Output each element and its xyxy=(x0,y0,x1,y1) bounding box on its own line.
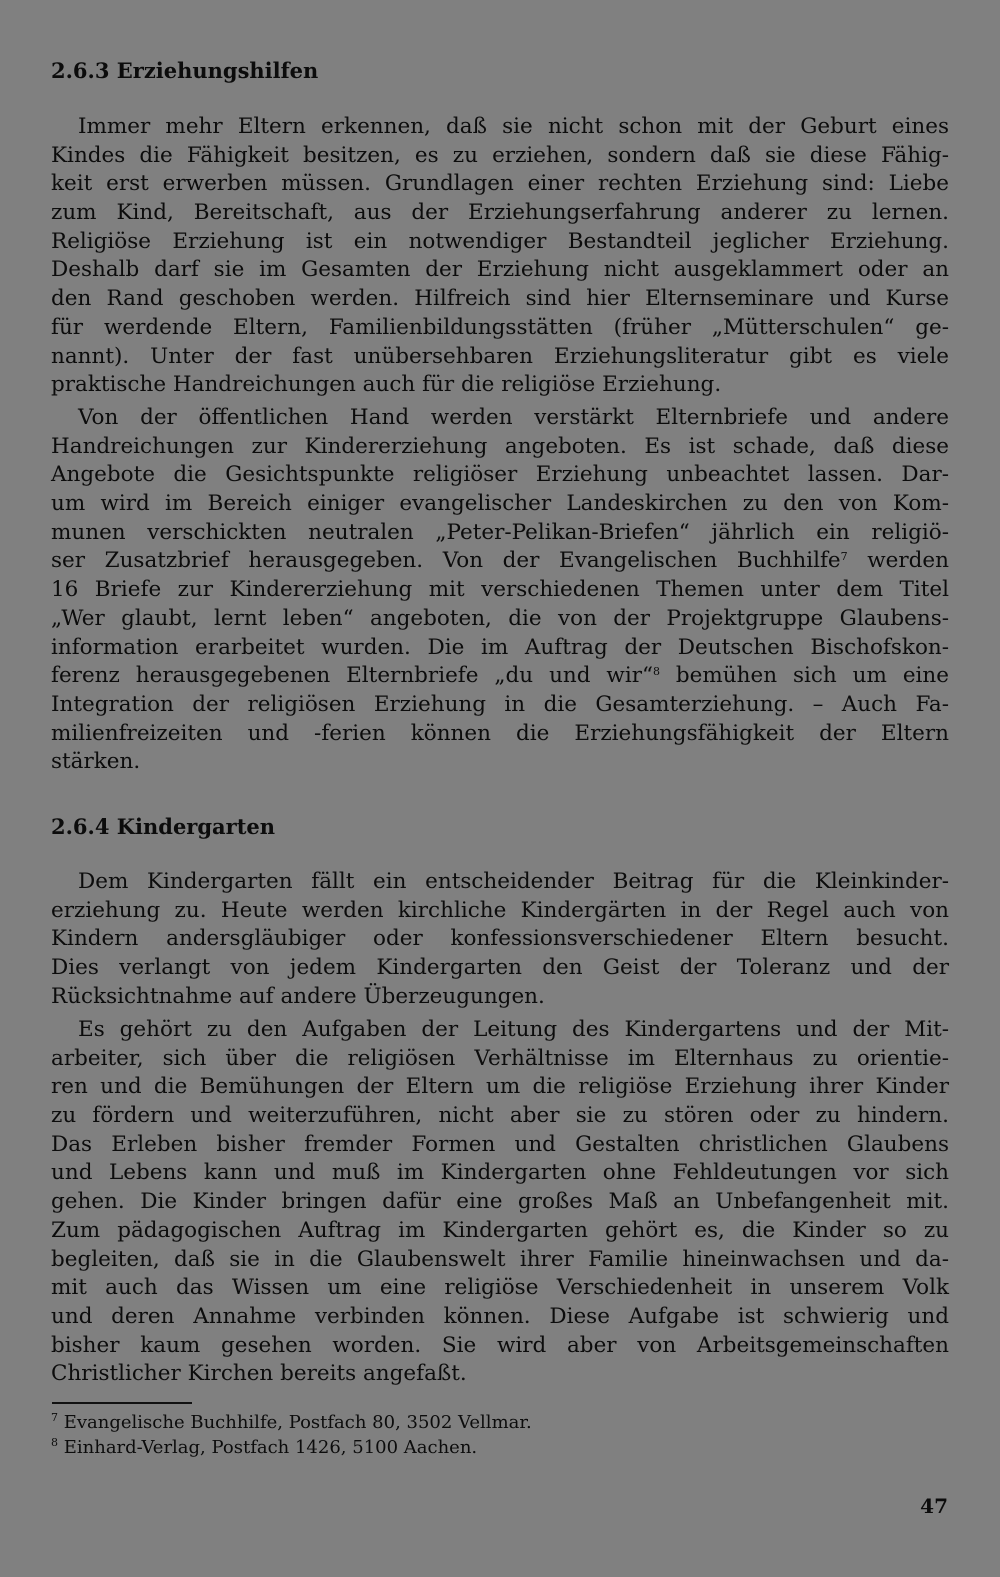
text-line: Deshalb darf sie im Gesamten der Erziehung nicht ausgeklammert oder an xyxy=(51,257,949,283)
footnote-text: Einhard-Verlag, Postfach 1426, 5100 Aachen. xyxy=(63,1437,478,1458)
text-line: Von der öffentlichen Hand werden verstärkt Elternbriefe und andere xyxy=(78,405,949,430)
text-line: und Lebens kann und muß im Kindergarten ohne Fehldeutungen vor sich xyxy=(51,1160,949,1186)
text-line: Dem Kindergarten fällt ein entscheidender Beitrag für die Kleinkinder- xyxy=(78,869,949,894)
page-number: 47 xyxy=(920,1494,948,1518)
footnote-8 xyxy=(51,1436,477,1460)
text-line: begleiten, daß sie in die Glaubenswelt ihrer Familie hineinwachsen und da- xyxy=(51,1246,949,1272)
text-line: arbeiter, sich über die religiösen Verhältnisse im Elternhaus zu orientie- xyxy=(51,1045,949,1071)
text-line: ren und die Bemühungen der Eltern um die religiöse Erziehung ihrer Kinder xyxy=(51,1074,949,1100)
text-line: den Rand geschoben werden. Hilfreich sind hier Elternseminare und Kurse xyxy=(51,286,949,312)
text-line: Immer mehr Eltern erkennen, daß sie nicht schon mit der Geburt eines xyxy=(78,114,949,139)
text-line: munen verschickten neutralen „Peter-Pelikan-Briefen“ jährlich ein religiö- xyxy=(51,519,949,545)
line-text: ser Zusatzbrief herausgegeben. Von der Evangelischen Buchhilfe xyxy=(51,548,841,574)
text-line: bisher kaum gesehen worden. Sie wird aber von Arbeitsgemeinschaften xyxy=(51,1332,949,1358)
text-line: Dies verlangt von jedem Kindergarten den Geist der Toleranz und der xyxy=(51,955,949,981)
text-line: um wird im Bereich einiger evangelischer Landeskirchen zu den von Kom- xyxy=(51,491,949,517)
paragraph-1 xyxy=(51,113,949,400)
line-text-tail: bemühen sich um eine xyxy=(660,663,949,689)
text-line: Integration der religiösen Erziehung in die Gesamterziehung. – Auch Fa- xyxy=(51,691,949,717)
text-line: mit auch das Wissen um eine religiöse Verschiedenheit in unserem Volk xyxy=(51,1275,949,1301)
footnote-ref-7[interactable]: 7 xyxy=(840,550,848,564)
text-line: zu fördern und weiterzuführen, nicht aber sie zu stören oder zu hindern. xyxy=(51,1103,949,1129)
text-line: Religiöse Erziehung ist ein notwendiger Bestandteil jeglicher Erziehung. xyxy=(51,228,949,254)
section-heading-erziehungshilfen: 2.6.3 Erziehungshilfen xyxy=(51,58,319,83)
text-line: Rücksichtnahme auf andere Überzeugungen. xyxy=(51,983,545,1009)
text-line: erziehung zu. Heute werden kirchliche Kindergärten in der Regel auch von xyxy=(51,897,949,923)
text-line: Es gehört zu den Aufgaben der Leitung des Kindergartens und der Mit- xyxy=(78,1017,949,1042)
text-line: information erarbeitet wurden. Die im Auftrag der Deutschen Bischofskon- xyxy=(51,634,949,660)
text-line: gehen. Die Kinder bringen dafür eine großes Maß an Unbefangenheit mit. xyxy=(51,1189,949,1215)
footnote-7 xyxy=(51,1411,532,1435)
text-line: nannt). Unter der fast unübersehbaren Erziehungsliteratur gibt es viele xyxy=(51,343,949,369)
text-line: „Wer glaubt, lernt leben“ angeboten, die von der Projektgruppe Glaubens- xyxy=(51,605,949,631)
footnote-text: Evangelische Buchhilfe, Postfach 80, 3502 Vellmar. xyxy=(63,1412,532,1433)
text-line-with-footnote-ref xyxy=(51,662,949,691)
text-line: keit erst erwerben müssen. Grundlagen einer rechten Erziehung sind: Liebe xyxy=(51,171,949,197)
text-line-with-footnote-ref xyxy=(51,547,949,576)
footnote-divider xyxy=(52,1402,192,1404)
text-line: praktische Handreichungen auch für die religiöse Erziehung. xyxy=(51,372,722,398)
text-line: Kindern andersgläubiger oder konfessionsverschiedener Eltern besucht. xyxy=(51,926,949,952)
text-line: Christlicher Kirchen bereits angefaßt. xyxy=(51,1361,467,1387)
text-line: zum Kind, Bereitschaft, aus der Erziehungserfahrung anderer zu lernen. xyxy=(51,200,949,226)
text-line: Angebote die Gesichtspunkte religiöser Erziehung unbeachtet lassen. Dar- xyxy=(51,462,949,488)
line-text-tail: werden xyxy=(847,548,950,574)
text-line: milienfreizeiten und -ferien können die Erziehungsfähigkeit der Eltern xyxy=(51,720,949,746)
text-line: und deren Annahme verbinden können. Diese Aufgabe ist schwierig und xyxy=(51,1303,949,1329)
text-line: Handreichungen zur Kindererziehung angeboten. Es ist schade, daß diese xyxy=(51,433,949,459)
footnote-number: 8 xyxy=(51,1436,58,1449)
section-heading-kindergarten: 2.6.4 Kindergarten xyxy=(51,814,276,839)
text-line: Das Erleben bisher fremder Formen und Gestalten christlichen Glaubens xyxy=(51,1131,949,1157)
text-line: stärken. xyxy=(51,749,141,775)
text-line: Kindes die Fähigkeit besitzen, es zu erziehen, sondern daß sie diese Fähig- xyxy=(51,142,949,168)
text-line: für werdende Eltern, Familienbildungsstätten (früher „Mütterschulen“ ge- xyxy=(51,314,949,340)
text-line: Zum pädagogischen Auftrag im Kindergarten gehört es, die Kinder so zu xyxy=(51,1217,949,1243)
paragraph-2 xyxy=(51,404,949,777)
footnote-number: 7 xyxy=(51,1411,58,1424)
line-text: ferenz herausgegebenen Elternbriefe „du und wir“ xyxy=(51,663,653,689)
text-line: 16 Briefe zur Kindererziehung mit verschiedenen Themen unter dem Titel xyxy=(51,577,949,603)
paragraph-4 xyxy=(51,1016,949,1389)
footnote-ref-8[interactable]: 8 xyxy=(653,665,660,679)
paragraph-3 xyxy=(51,868,949,1011)
